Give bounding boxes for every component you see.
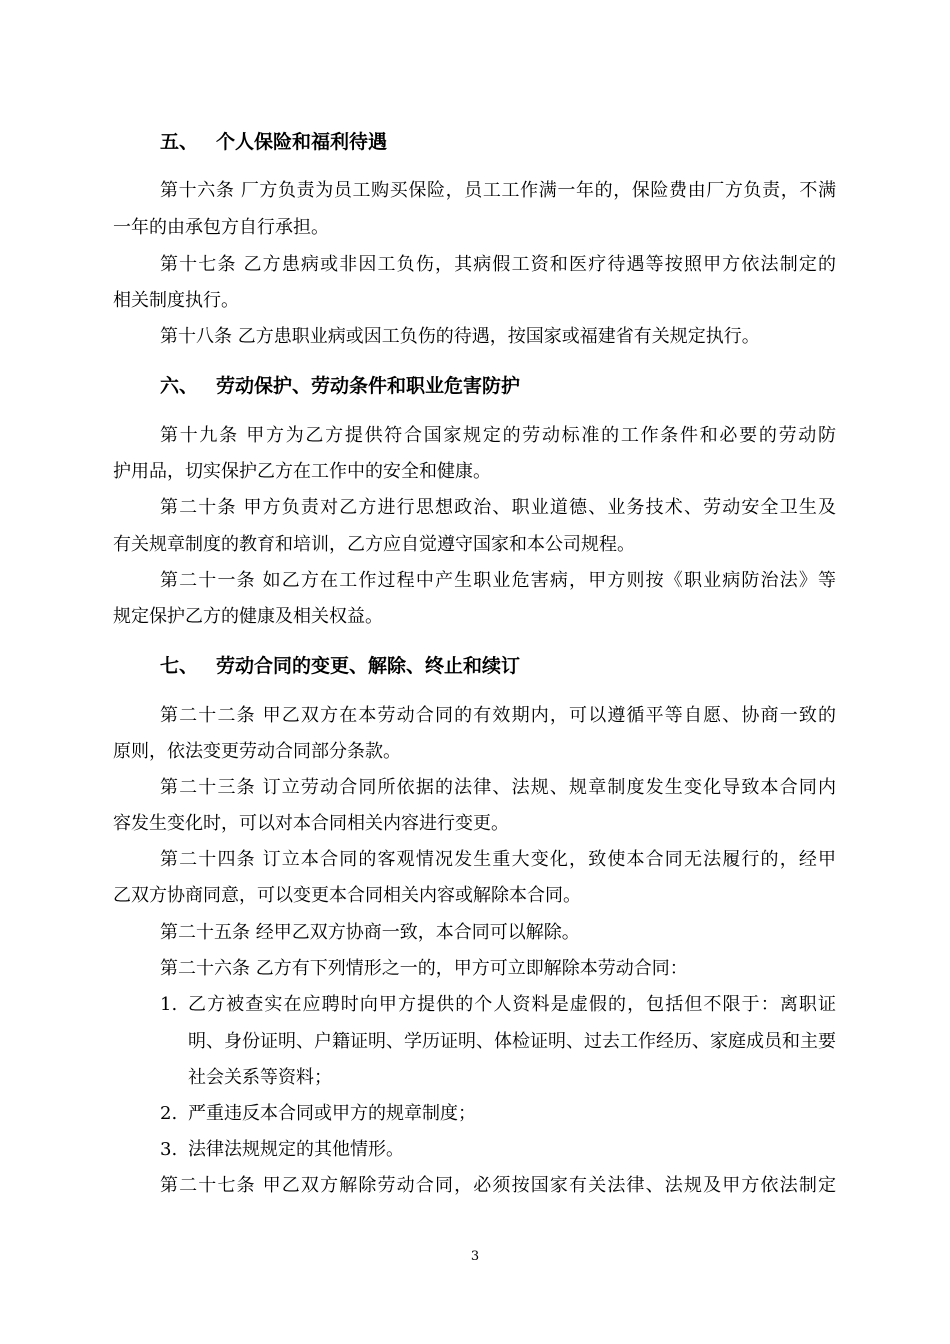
paragraph-line: 乙双方协商同意，可以变更本合同相关内容或解除本合同。 [113, 885, 581, 906]
paragraph-line: 第二十四条 订立本合同的客观情况发生重大变化，致使本合同无法履行的，经甲 [160, 849, 836, 870]
page-number: 3 [470, 1249, 480, 1264]
section-5-heading: 个人保险和福利待遇 [216, 131, 388, 153]
list-number: 2. [160, 1103, 178, 1124]
paragraph-line: 第十八条 乙方患职业病或因工负伤的待遇，按国家或福建省有关规定执行。 [160, 326, 760, 347]
section-6-heading: 劳动保护、劳动条件和职业危害防护 [216, 375, 521, 397]
list-item-line: 社会关系等资料； [188, 1067, 332, 1088]
section-7-heading: 劳动合同的变更、解除、终止和续订 [216, 655, 521, 677]
paragraph-line: 第二十二条 甲乙双方在本劳动合同的有效期内，可以遵循平等自愿、协商一致的 [160, 705, 836, 726]
list-number: 1. [160, 994, 178, 1015]
paragraph-line: 第二十条 甲方负责对乙方进行思想政治、职业道德、业务技术、劳动安全卫生及 [160, 497, 836, 518]
paragraph-line: 第二十三条 订立劳动合同所依据的法律、法规、规章制度发生变化导致本合同内 [160, 777, 836, 798]
section-6-number: 六、 [160, 375, 199, 397]
paragraph-line: 规定保护乙方的健康及相关权益。 [113, 606, 383, 627]
list-item-line: 明、身份证明、户籍证明、学历证明、体检证明、过去工作经历、家庭成员和主要 [188, 1031, 836, 1052]
paragraph-line: 原则，依法变更劳动合同部分条款。 [113, 741, 401, 762]
paragraph-line: 第二十一条 如乙方在工作过程中产生职业危害病，甲方则按《职业病防治法》等 [160, 570, 836, 591]
list-number: 3. [160, 1139, 178, 1160]
paragraph-line: 第二十五条 经甲乙双方协商一致，本合同可以解除。 [160, 922, 580, 943]
section-5-number: 五、 [160, 131, 199, 153]
list-item-line: 乙方被查实在应聘时向甲方提供的个人资料是虚假的，包括但不限于：离职证 [188, 994, 836, 1015]
paragraph-line: 第二十六条 乙方有下列情形之一的，甲方可立即解除本劳动合同： [160, 958, 688, 979]
paragraph-line: 第十六条 厂方负责为员工购买保险，员工工作满一年的，保险费由厂方负责，不满 [160, 180, 836, 201]
paragraph-line: 有关规章制度的教育和培训，乙方应自觉遵守国家和本公司规程。 [113, 534, 635, 555]
paragraph-line: 护用品，切实保护乙方在工作中的安全和健康。 [113, 461, 491, 482]
paragraph-line: 第十七条 乙方患病或非因工负伤，其病假工资和医疗待遇等按照甲方依法制定的 [160, 254, 836, 275]
paragraph-line: 容发生变化时，可以对本合同相关内容进行变更。 [113, 813, 509, 834]
paragraph-line: 第十九条 甲方为乙方提供符合国家规定的劳动标准的工作条件和必要的劳动防 [160, 425, 836, 446]
paragraph-line: 第二十七条 甲乙双方解除劳动合同，必须按国家有关法律、法规及甲方依法制定 [160, 1175, 836, 1196]
paragraph-line: 一年的由承包方自行承担。 [113, 217, 329, 238]
list-item-line: 法律法规规定的其他情形。 [188, 1139, 404, 1160]
paragraph-line: 相关制度执行。 [113, 290, 239, 311]
section-7-number: 七、 [160, 655, 199, 677]
list-item-line: 严重违反本合同或甲方的规章制度； [188, 1103, 476, 1124]
